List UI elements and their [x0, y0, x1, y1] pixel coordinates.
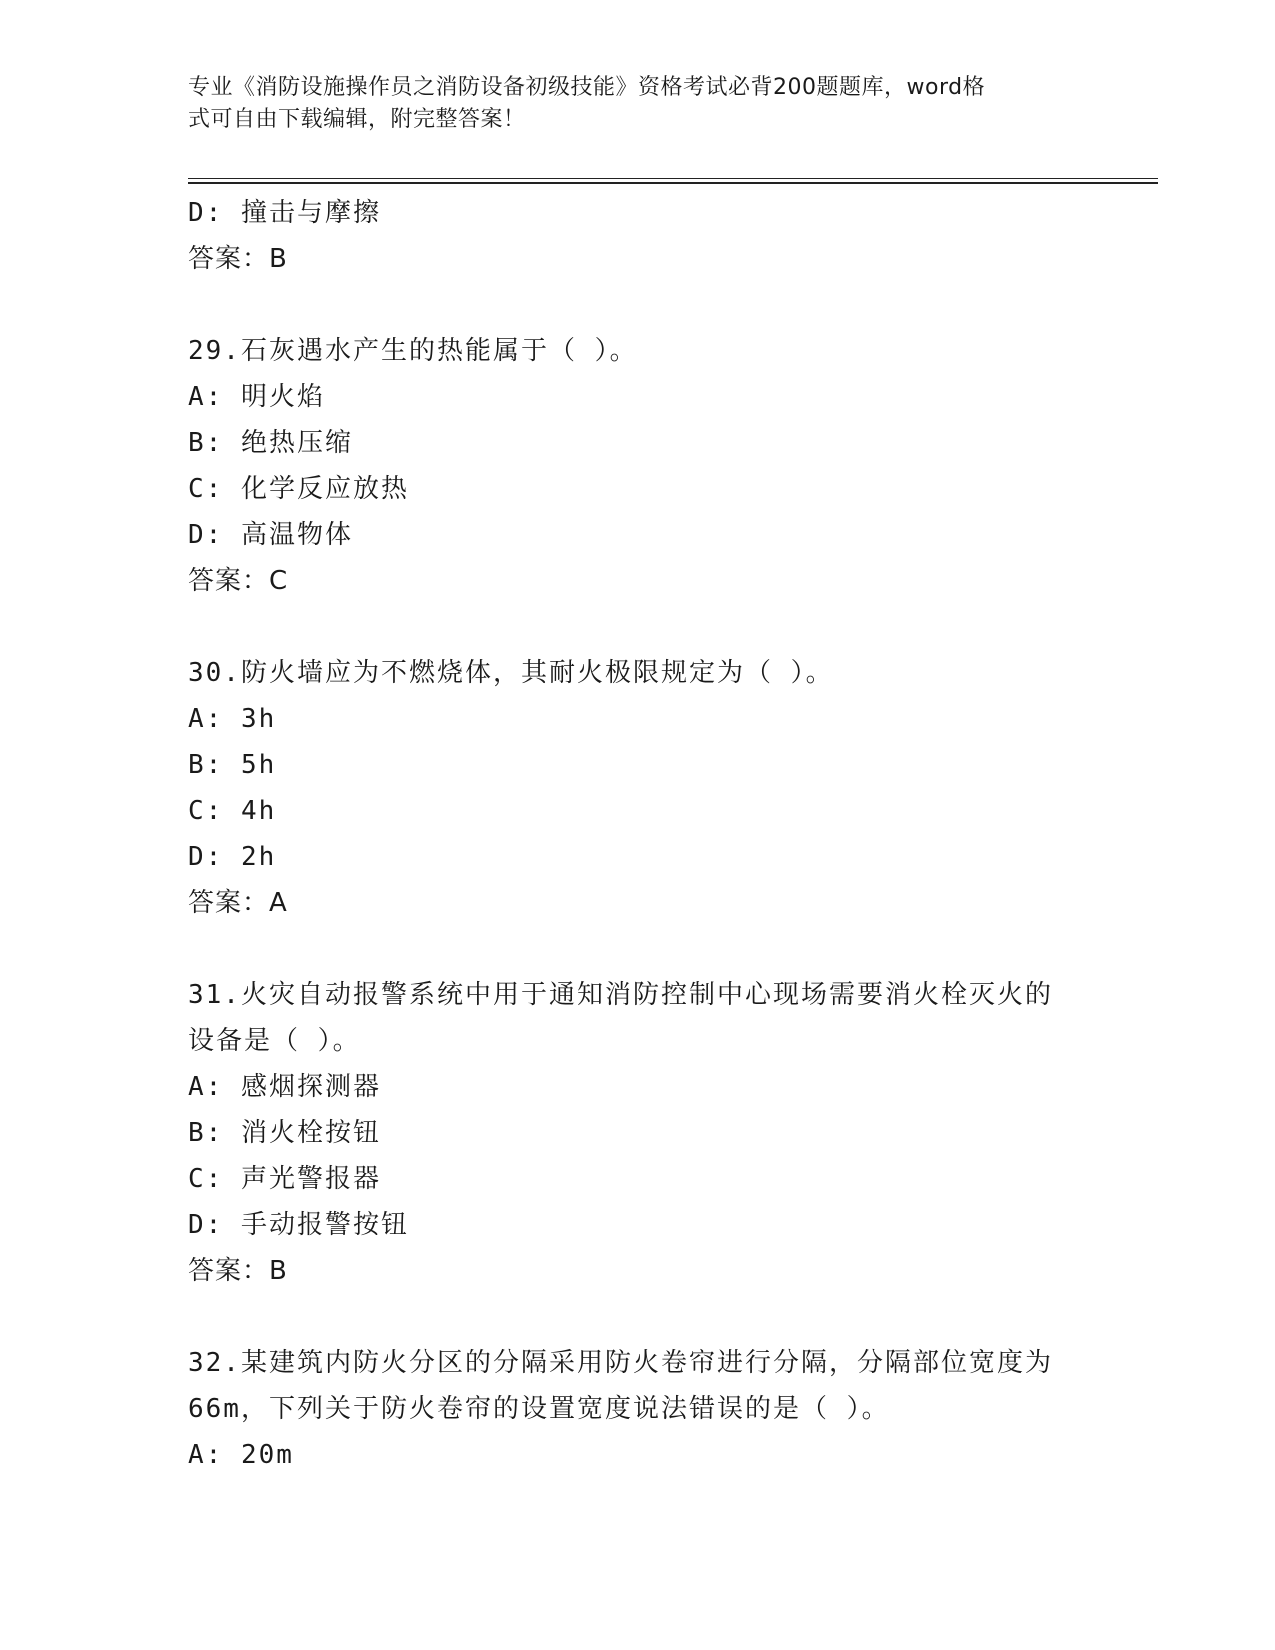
question-list	[188, 190, 1088, 1478]
q31-text-line-1: 31.火灾自动报警系统中用于通知消防控制中心现场需要消火栓灭火的	[188, 980, 1053, 1010]
q30-answer: 答案：A	[188, 888, 288, 918]
header-rule-thin	[188, 178, 1158, 179]
q29-option-a: A: 明火焰	[188, 382, 325, 412]
q32-option-a: A: 20m	[188, 1440, 294, 1470]
q29-option-c: C: 化学反应放热	[188, 474, 409, 504]
q30-text: 30.防火墙应为不燃烧体，其耐火极限规定为（ ）。	[188, 658, 834, 688]
q31-answer: 答案：B	[188, 1256, 288, 1286]
q28-option-d: D: 撞击与摩擦	[188, 198, 381, 228]
q31-text-line-2: 设备是（ ）。	[188, 1026, 361, 1056]
q32-text-line-2: 66m，下列关于防火卷帘的设置宽度说法错误的是（ ）。	[188, 1394, 890, 1424]
q29-text: 29.石灰遇水产生的热能属于（ ）。	[188, 336, 638, 366]
q31-option-d: D: 手动报警按钮	[188, 1210, 409, 1240]
q30-option-c: C: 4h	[188, 796, 277, 826]
document-header	[188, 72, 1088, 136]
q30-option-d: D: 2h	[188, 842, 277, 872]
q31-option-a: A: 感烟探测器	[188, 1072, 381, 1102]
header-line-2: 式可自由下载编辑，附完整答案！	[188, 107, 526, 132]
q32-text-line-1: 32.某建筑内防火分区的分隔采用防火卷帘进行分隔，分隔部位宽度为	[188, 1348, 1053, 1378]
q30-option-b: B: 5h	[188, 750, 277, 780]
q29-option-d: D: 高温物体	[188, 520, 353, 550]
q31-option-b: B: 消火栓按钮	[188, 1118, 381, 1148]
header-line-1: 专业《消防设施操作员之消防设备初级技能》资格考试必背200题题库，word格	[188, 75, 986, 100]
q30-option-a: A: 3h	[188, 704, 277, 734]
q29-option-b: B: 绝热压缩	[188, 428, 353, 458]
q28-answer: 答案：B	[188, 244, 288, 274]
q29-answer: 答案：C	[188, 566, 289, 596]
q31-option-c: C: 声光警报器	[188, 1164, 381, 1194]
header-rule-thick	[188, 182, 1158, 184]
